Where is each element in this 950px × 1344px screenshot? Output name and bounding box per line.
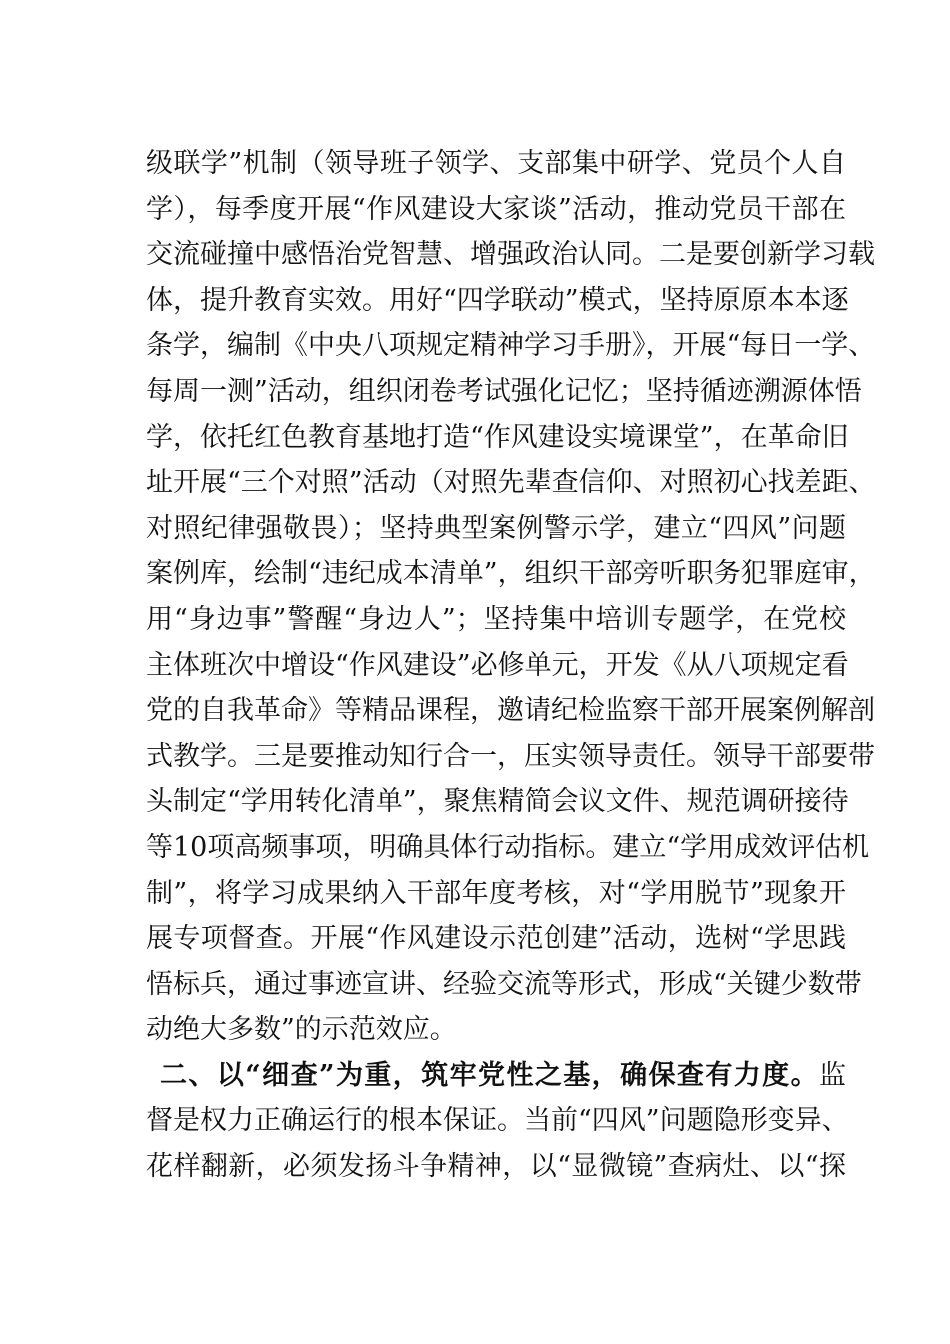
paragraph-line-19: 悟标兵，通过事迹宣讲、经验交流等形式，形成“关键少数带: [146, 968, 862, 1000]
paragraph-line-18: 展专项督查。开展“作风建设示范创建”活动，选树“学思践: [146, 923, 846, 955]
paragraph-line-15: 头制定“学用转化清单”，聚焦精简会议文件、规范调研接待: [146, 786, 849, 818]
paragraph-line-8: 址开展“三个对照”活动（对照先辈查信仰、对照初心找差距、: [146, 467, 876, 499]
paragraph-line-7: 学，依托红色教育基地打造“作风建设实境课堂”，在革命旧: [146, 421, 849, 453]
section-line-1: 督是权力正确运行的根本保证。当前“四风”问题隐形变异、: [146, 1105, 849, 1137]
paragraph-line-4: 体，提升教育实效。用好“四学联动”模式，坚持原原本本逐: [146, 284, 849, 316]
section-heading-line: [146, 1053, 846, 1099]
paragraph-line-3: 交流碰撞中感悟治党智慧、增强政治认同。二是要创新学习载: [146, 239, 875, 271]
paragraph-line-20: 动绝大多数”的示范效应。: [146, 1014, 457, 1046]
paragraph-line-9: 对照纪律强敬畏）；坚持典型案例警示学，建立“四风”问题: [146, 512, 846, 544]
paragraph-line-13: 党的自我革命》等精品课程，邀请纪检监察干部开展案例解剖: [146, 695, 875, 727]
paragraph-line-12: 主体班次中增设“作风建设”必修单元，开发《从八项规定看: [146, 649, 849, 681]
section-line-2: 花样翻新，必须发扬斗争精神，以“显微镜”查病灶、以“探: [146, 1151, 846, 1183]
section-heading-tail: 监: [819, 1059, 846, 1091]
document-body: [146, 141, 876, 1190]
paragraph-line-11: 用“身边事”警醒“身边人”；坚持集中培训专题学，在党校: [146, 603, 846, 635]
paragraph-line-16: 等10项高频事项，明确具体行动指标。建立“学用成效评估机: [146, 831, 870, 863]
paragraph-line-6: 每周一测”活动，组织闭卷考试强化记忆；坚持循迹溯源体悟: [146, 375, 862, 407]
paragraph-line-17: 制”，将学习成果纳入干部年度考核，对“学用脱节”现象开: [146, 877, 846, 909]
paragraph-line-1: 级联学”机制（领导班子领学、支部集中研学、党员个人自: [146, 148, 846, 179]
paragraph-line-2: 学），每季度开展“作风建设大家谈”活动，推动党员干部在: [146, 193, 846, 225]
paragraph-line-14: 式教学。三是要推动知行合一，压实领导责任。领导干部要带: [146, 740, 875, 772]
paragraph-line-10: 案例库，绘制“违纪成本清单”，组织干部旁听职务犯罪庭审，: [146, 558, 876, 590]
paragraph-line-5: 条学，编制《中央八项规定精神学习手册》，开展“每日一学、: [146, 330, 876, 362]
section-heading: 二、以“细查”为重，筑牢党性之基，确保查有力度。: [160, 1059, 819, 1091]
